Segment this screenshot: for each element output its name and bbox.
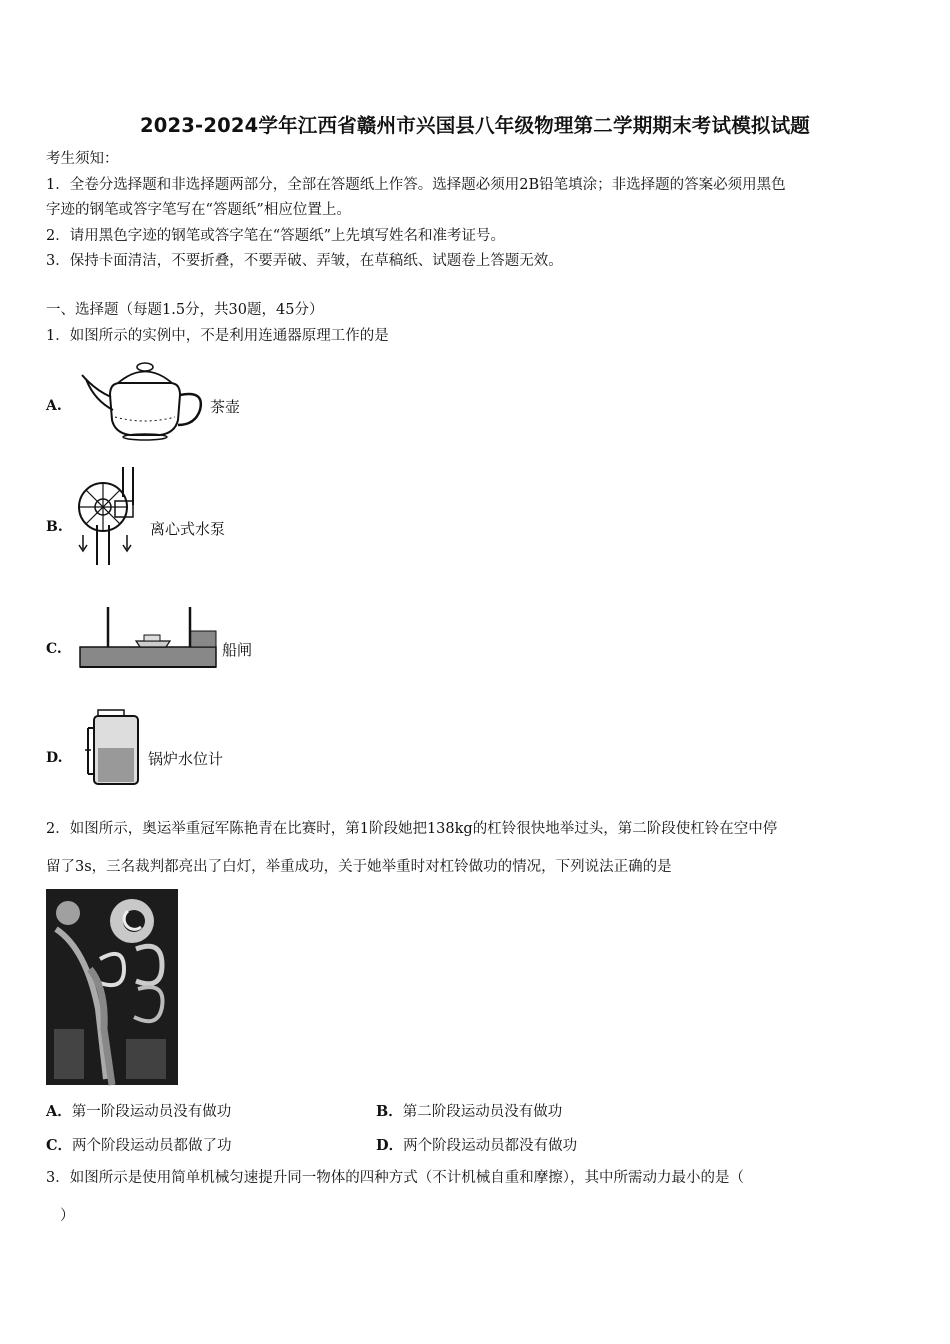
teapot-figure bbox=[80, 355, 210, 440]
exam-title: 2023-2024学年江西省赣州市兴国县八年级物理第二学期期末考试模拟试题 bbox=[139, 114, 811, 137]
notice-item-2: 2．请用黑色字迹的钢笔或答字笔在“答题纸”上先填写姓名和准考证号。 bbox=[46, 228, 506, 244]
q2-option-c[interactable] bbox=[46, 1134, 232, 1155]
notice-item-1-cont: 字迹的钢笔或答字笔写在“答题纸”相应位置上。 bbox=[46, 202, 351, 218]
q2-option-d-text: 两个阶段运动员都没有做功 bbox=[403, 1138, 578, 1154]
q2-option-c-letter: C． bbox=[46, 1137, 73, 1154]
notice-item-3: 3．保持卡面清洁，不要折叠，不要弄破、弄皱，在草稿纸、试题卷上答题无效。 bbox=[46, 253, 563, 269]
q2-option-b-letter: B． bbox=[376, 1103, 403, 1120]
q1-stem: 1．如图所示的实例中，不是利用连通器原理工作的是 bbox=[46, 328, 389, 344]
notice-item-1: 1．全卷分选择题和非选择题两部分，全部在答题纸上作答。选择题必须用2B铅笔填涂；非选择题的答案必须用黑色 bbox=[46, 177, 786, 193]
q3-stem-line-2: ） bbox=[60, 1208, 75, 1224]
ship-lock-figure bbox=[78, 605, 218, 670]
q2-option-d[interactable] bbox=[376, 1134, 577, 1155]
q2-option-a-letter: A． bbox=[46, 1103, 72, 1120]
q2-option-a-text: 第一阶段运动员没有做功 bbox=[71, 1104, 232, 1120]
q2-stem-line-2: 留了3s，三名裁判都亮出了白灯，举重成功，关于她举重时对杠铃做功的情况，下列说法正确的是 bbox=[46, 859, 672, 875]
q2-option-c-text: 两个阶段运动员都做了功 bbox=[72, 1138, 232, 1154]
boiler-gauge-figure bbox=[84, 708, 144, 786]
weightlifter-photo bbox=[46, 889, 178, 1085]
q2-option-a[interactable] bbox=[46, 1100, 231, 1121]
q1-option-c-label: 船闸 bbox=[222, 641, 253, 659]
centrifugal-pump-figure bbox=[75, 465, 145, 567]
q2-stem-line-1: 2．如图所示，奥运举重冠军陈艳青在比赛时，第1阶段她把138kg的杠铃很快地举过头，第二阶段使杠铃在空中停 bbox=[46, 821, 778, 837]
q1-option-a-letter: A. bbox=[46, 398, 62, 414]
q1-option-d-label: 锅炉水位计 bbox=[148, 750, 224, 768]
q1-option-b-letter: B. bbox=[46, 519, 63, 535]
q2-option-b-text: 第二阶段运动员没有做功 bbox=[402, 1104, 563, 1120]
q3-stem-line-1: 3．如图所示是使用简单机械匀速提升同一物体的四种方式（不计机械自重和摩擦），其中所需动力最小的是（ bbox=[46, 1170, 744, 1186]
q1-option-b-label: 离心式水泵 bbox=[150, 520, 226, 538]
q1-option-a-label: 茶壶 bbox=[210, 398, 241, 416]
q1-option-d-letter: D. bbox=[46, 750, 63, 766]
q2-option-d-letter: D． bbox=[376, 1137, 404, 1154]
q1-option-c-letter: C. bbox=[46, 641, 62, 657]
notice-heading: 考生须知： bbox=[46, 151, 119, 167]
section-heading: 一、选择题（每题1.5分，共30题，45分） bbox=[46, 302, 324, 318]
q2-option-b[interactable] bbox=[376, 1100, 562, 1121]
